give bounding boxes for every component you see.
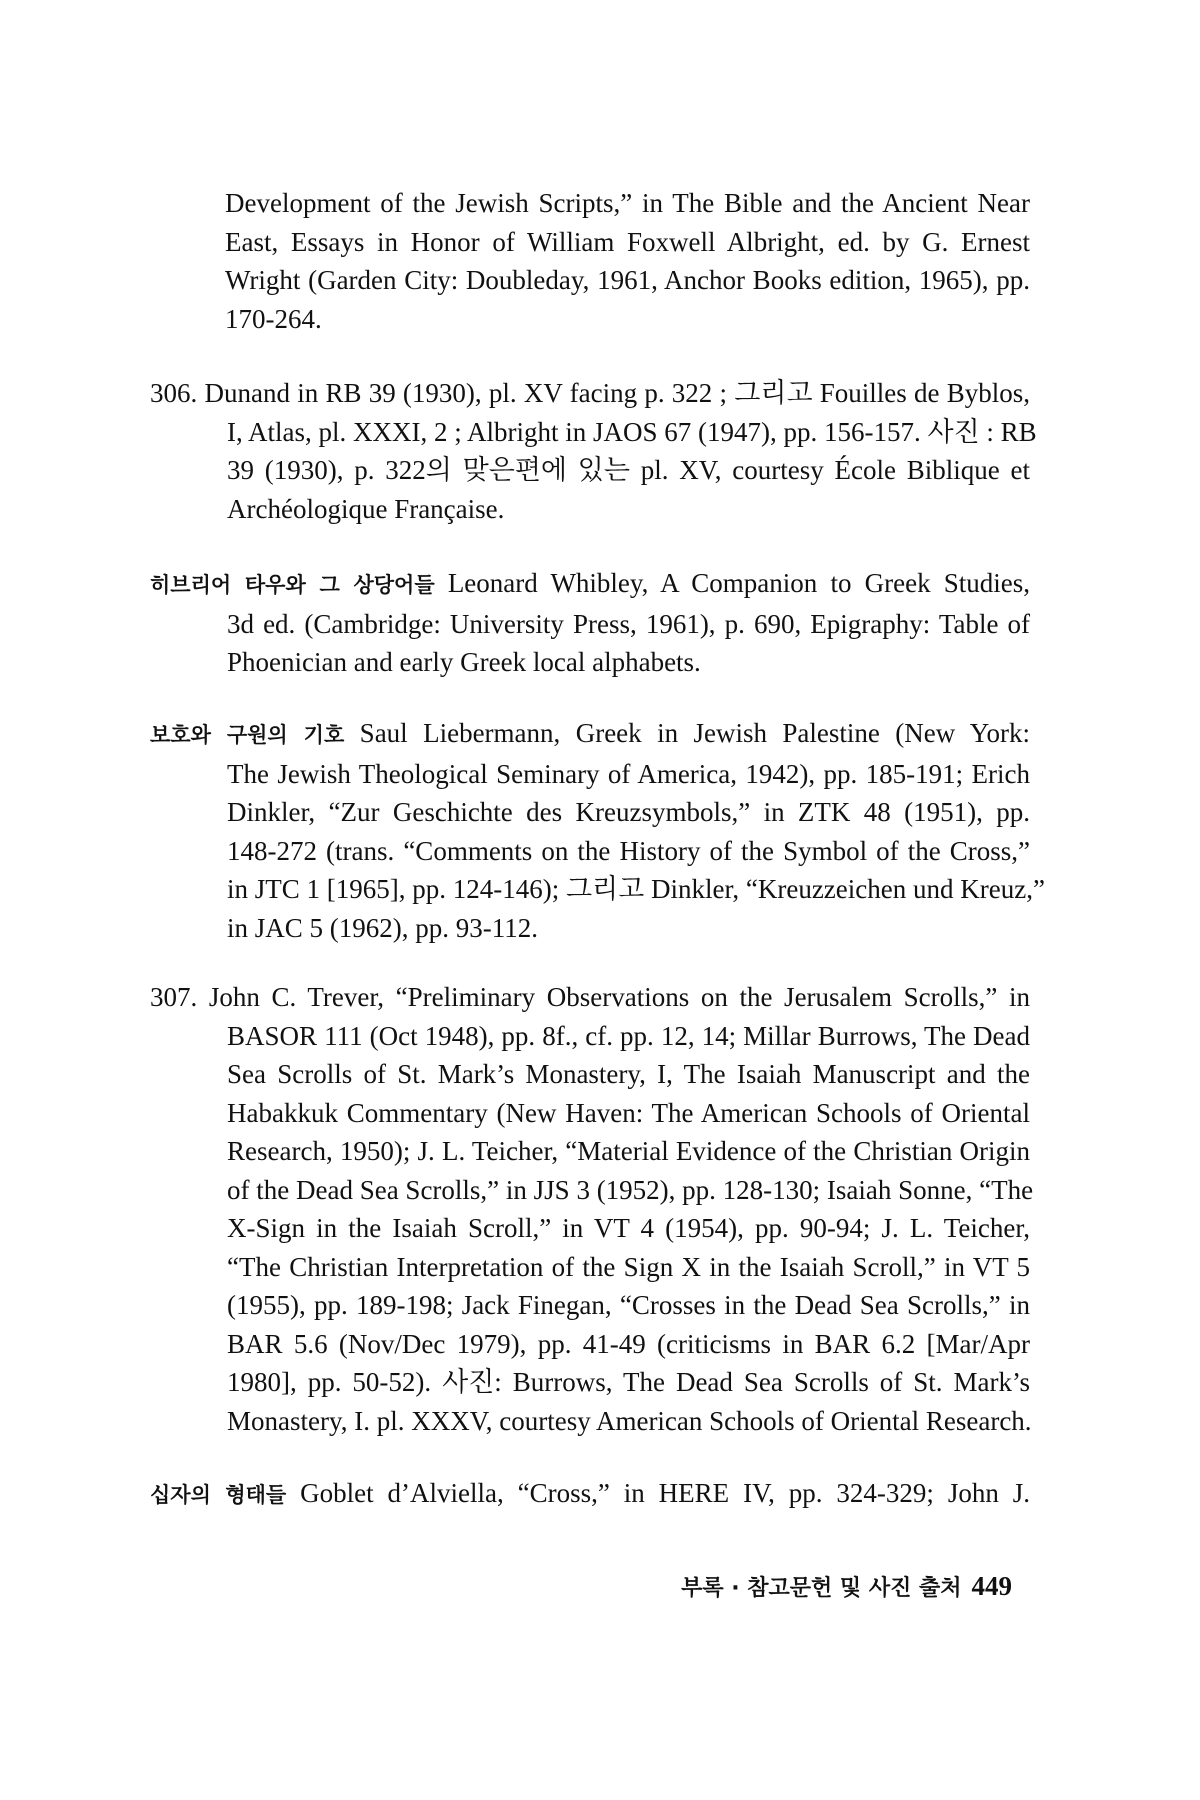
text-line: Phoenician and early Greek local alphabets.	[227, 647, 701, 677]
text-line: 3d ed. (Cambridge: University Press, 1961), p. 690, Epigraphy: Table of	[227, 608, 1030, 639]
text-line: The Jewish Theological Seminary of America, 1942), pp. 185-191; Erich	[227, 758, 1030, 789]
note-306	[150, 374, 1037, 528]
text-line: Dinkler, “Zur Geschichte des Kreuzsymbols,” in ZTK 48 (1951), pp.	[227, 797, 1030, 827]
text-line: in JAC 5 (1962), pp. 93-112.	[227, 912, 538, 943]
text-line: BASOR 111 (Oct 1948), pp. 8f., cf. pp. 12, 14; Millar Burrows, The Dead	[227, 1020, 1030, 1051]
text-line: X-Sign in the Isaiah Scroll,” in VT 4 (1954), pp. 90-94; J. L. Teicher,	[227, 1213, 1030, 1243]
text-line: Monastery, I. pl. XXXV, courtesy American Schools of Oriental Research.	[227, 1405, 1032, 1436]
section-protection-symbol	[150, 714, 1045, 947]
text-line: 39 (1930), p. 322의 맞은편에 있는 pl. XV, courtesy École Biblique et	[227, 455, 1030, 485]
text-run: Goblet d’Alviella, “Cross,” in HERE IV, pp. 324-329; John J.	[300, 1478, 1030, 1508]
text-line: in JTC 1 [1965], pp. 124-146); 그리고 Dinkler, “Kreuzzeichen und Kreuz,”	[227, 874, 1045, 904]
text-line: (1955), pp. 189-198; Jack Finegan, “Crosses in the Dead Sea Scrolls,” in	[227, 1290, 1030, 1320]
text-line: Wright (Garden City: Doubleday, 1961, Anchor Books edition, 1965), pp.	[225, 265, 1030, 295]
text-line	[150, 714, 1030, 755]
text-run: Leonard Whibley, A Companion to Greek Studies,	[447, 568, 1030, 598]
section-hebrew-letters	[150, 564, 1030, 682]
text-line: 306. Dunand in RB 39 (1930), pl. XV facing p. 322 ; 그리고 Fouilles de Byblos,	[150, 378, 1030, 408]
running-footer	[681, 1571, 1012, 1602]
text-line: of the Dead Sea Scrolls,” in JJS 3 (1952), pp. 128-130; Isaiah Sonne, “The	[227, 1174, 1034, 1205]
text-line: 148-272 (trans. “Comments on the History of the Symbol of the Cross,”	[227, 835, 1030, 866]
text-line: Development of the Jewish Scripts,” in The Bible and the Ancient Near	[225, 188, 1030, 218]
text-line: Sea Scrolls of St. Mark’s Monastery, I, The Isaiah Manuscript and the	[227, 1059, 1030, 1089]
text-line	[150, 564, 1030, 605]
text-line: I, Atlas, pl. XXXI, 2 ; Albright in JAOS 67 (1947), pp. 156-157. 사진 : RB	[227, 416, 1037, 447]
section-heading: 히브리어 타우와 그 상당어들	[150, 573, 435, 597]
section-cross-forms	[150, 1474, 1030, 1515]
text-line: Research, 1950); J. L. Teicher, “Material Evidence of the Christian Origin	[227, 1136, 1030, 1166]
running-title: 부록 · 참고문헌 및 사진 출처	[681, 1576, 962, 1601]
continued-citation	[225, 184, 1030, 338]
text-line: “The Christian Interpretation of the Sign X in the Isaiah Scroll,” in VT 5	[227, 1251, 1030, 1282]
note-307	[150, 978, 1034, 1440]
text-line: 307. John C. Trever, “Preliminary Observations on the Jerusalem Scrolls,” in	[150, 982, 1030, 1012]
text-line	[150, 1474, 1030, 1515]
text-line: Habakkuk Commentary (New Haven: The American Schools of Oriental	[227, 1097, 1030, 1128]
text-line: Archéologique Française.	[227, 493, 505, 524]
text-line: 170-264.	[225, 303, 322, 334]
text-line: East, Essays in Honor of William Foxwell Albright, ed. by G. Ernest	[225, 226, 1030, 257]
section-heading: 보호와 구원의 기호	[150, 723, 345, 747]
page-number: 449	[971, 1571, 1012, 1601]
text-line: 1980], pp. 50-52). 사진: Burrows, The Dead Sea Scrolls of St. Mark’s	[227, 1367, 1030, 1397]
text-run: Saul Liebermann, Greek in Jewish Palestine (New York:	[359, 718, 1030, 748]
text-line: BAR 5.6 (Nov/Dec 1979), pp. 41-49 (criticisms in BAR 6.2 [Mar/Apr	[227, 1328, 1030, 1359]
section-heading: 십자의 형태들	[150, 1483, 287, 1507]
